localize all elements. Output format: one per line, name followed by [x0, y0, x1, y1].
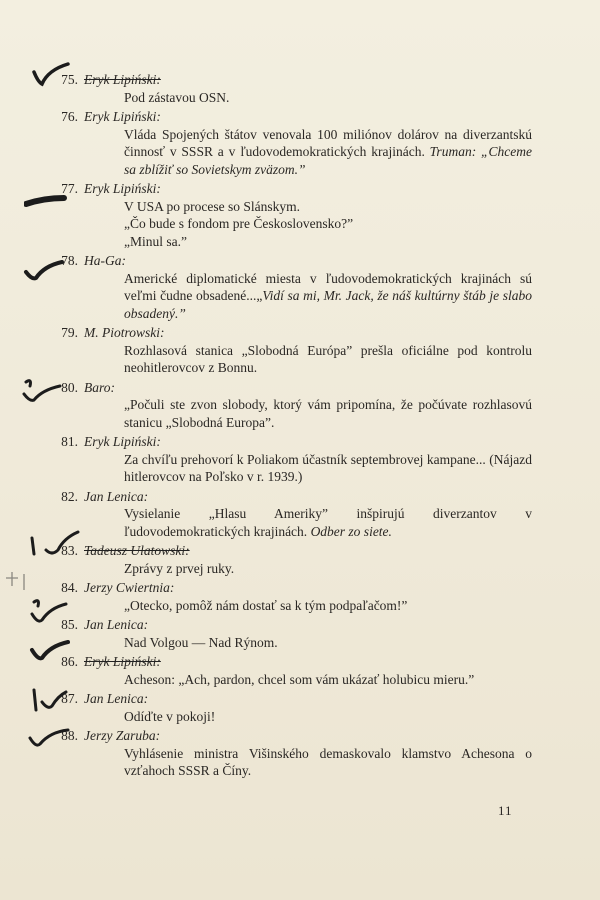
pencil-mark	[4, 570, 34, 592]
entry-number: 84.	[61, 580, 78, 595]
caption-text: Zprávy z prvej ruky.	[124, 560, 235, 576]
entry-number: 80.	[61, 379, 78, 395]
entry-number: 76.	[61, 109, 78, 124]
entry-text	[124, 126, 532, 179]
entry-header	[52, 690, 532, 708]
author-name: Eryk Lipiński:	[84, 181, 161, 196]
entry-text	[124, 451, 532, 486]
entry-text	[124, 708, 532, 726]
entry-header	[52, 433, 532, 451]
entry	[52, 180, 532, 250]
entry-number: 83.	[61, 543, 78, 558]
handwritten-check-mark	[28, 638, 72, 666]
entry	[52, 108, 532, 178]
entry-header	[52, 579, 532, 597]
author-name: M. Piotrowski:	[84, 325, 165, 340]
italic-caption: Truman: „Chceme sa zblížiť so Sovietskym zväzom.”	[124, 144, 533, 177]
entry	[52, 653, 532, 688]
entry	[52, 433, 532, 486]
entry-header	[52, 71, 532, 89]
entry	[52, 71, 532, 106]
author-name: Eryk Lipiński:	[84, 434, 161, 449]
author-name: Baro:	[84, 379, 115, 395]
entry	[52, 324, 532, 377]
author-name: Jan Lenica:	[84, 617, 149, 632]
entry-text	[124, 89, 532, 107]
entry-header	[52, 542, 532, 560]
entry-header	[52, 324, 532, 342]
entry-number: 88.	[61, 728, 78, 743]
handwritten-check-mark	[30, 60, 70, 88]
author-name: Ha-Ga:	[84, 253, 126, 268]
entry-header	[52, 653, 532, 671]
entry-number: 79.	[61, 325, 78, 340]
caption-text: Nad Volgou — Nad Rýnom.	[124, 634, 278, 650]
caption-text: Za chvíľu prehovorí k Poliakom účastník septembrovej kampane... (Nájazd hitlerovcov na Poľsko v r. 1939.)	[124, 451, 532, 484]
entry	[52, 542, 532, 577]
caption-text: Vláda Spojených štátov venovala 100 miliónov dolárov na diverzantskú činnosť v SSSR a v ľudovodemokratických krajinách.	[124, 126, 532, 159]
entry-number: 78.	[61, 253, 78, 268]
entry-number: 87.	[61, 691, 78, 706]
author-name: Jerzy Zaruba:	[84, 728, 161, 743]
caption-text: „Minul sa.”	[124, 233, 187, 249]
caption-text: „Otecko, pomôž nám dostať sa k tým podpaľačom!”	[124, 597, 408, 613]
entry-list	[52, 71, 532, 782]
handwritten-check-mark	[22, 256, 66, 284]
entry-number: 86.	[61, 654, 78, 669]
entry-text	[124, 745, 532, 780]
entry-text	[124, 233, 532, 251]
entry-header	[52, 488, 532, 506]
entry-text	[124, 396, 532, 431]
entry-header	[52, 379, 532, 397]
handwritten-check-mark	[28, 686, 68, 716]
caption-text: Rozhlasová stanica „Slobodná Európa” prešla oficiálne pod kontrolu neohitlerovcov z Bonnu.	[124, 342, 532, 375]
entry-text	[124, 270, 532, 323]
entry	[52, 488, 532, 541]
entry-number: 75.	[61, 72, 78, 87]
caption-text: Pod zástavou OSN.	[124, 89, 230, 105]
entry-number: 81.	[61, 434, 78, 449]
entry-number: 77.	[61, 181, 78, 196]
entry-number: 82.	[61, 488, 78, 504]
author-name: Eryk Lipiński:	[84, 654, 161, 669]
entry-text	[124, 671, 532, 689]
caption-text: Acheson: „Ach, pardon, chcel som vám ukázať holubicu mieru.”	[124, 671, 475, 687]
entry-number: 85.	[61, 617, 78, 632]
italic-caption: Odber zo siete.	[310, 523, 392, 539]
handwritten-check-mark	[28, 528, 80, 560]
caption-text: Americké diplomatické miesta v ľudovodemokratických krajinách sú veľmi čudne obsadené...„	[124, 270, 532, 303]
entry	[52, 379, 532, 432]
entry-text	[124, 198, 532, 216]
author-name: Jerzy Cwiertnia:	[84, 580, 175, 595]
handwritten-check-mark	[20, 378, 64, 406]
entry	[52, 579, 532, 614]
caption-text: „Čo bude s fondom pre Československo?”	[124, 216, 354, 231]
entry	[52, 252, 532, 322]
handwritten-check-mark	[28, 598, 68, 628]
caption-text: Vyhlásenie ministra Višinského demaskovalo klamstvo Achesona o vzťahoch SSSR a Číny.	[124, 745, 532, 778]
entry-header	[52, 180, 532, 198]
page-number: 11	[498, 803, 513, 818]
entry-header	[52, 108, 532, 126]
handwritten-check-mark	[24, 190, 68, 214]
author-name: Eryk Lipiński:	[84, 72, 161, 87]
handwritten-check-mark	[26, 724, 70, 752]
caption-text: Vysielanie „Hlasu Ameriky” inšpirujú diverzantov v ľudovodemokratických krajinách.	[124, 506, 532, 539]
entry	[52, 616, 532, 651]
author-name: Eryk Lipiński:	[84, 109, 161, 124]
entry-header	[52, 252, 532, 270]
entry-text	[124, 505, 532, 540]
caption-text: Odíďte v pokoji!	[124, 708, 216, 724]
italic-caption: Vidí sa mi, Mr. Jack, že náš kultúrny štáb je slabo obsadený.”	[124, 288, 532, 321]
entry-text	[124, 634, 532, 652]
caption-text: V USA po procese so Slánskym.	[124, 198, 301, 214]
entry	[52, 727, 532, 780]
author-name: Jan Lenica:	[84, 488, 149, 504]
author-name: Jan Lenica:	[84, 691, 149, 706]
author-name: Tadeusz Ulatowski:	[84, 543, 190, 558]
entry-header	[52, 616, 532, 634]
caption-text: „Počuli ste zvon slobody, ktorý vám pripomína, že počúvate rozhlasovú stanicu „Slobodná Europa”.	[124, 397, 532, 430]
entry	[52, 690, 532, 725]
entry-header	[52, 727, 532, 745]
entry-text	[124, 342, 532, 377]
entry-text	[124, 597, 532, 615]
entry-text	[124, 215, 532, 233]
entry-text	[124, 560, 532, 578]
